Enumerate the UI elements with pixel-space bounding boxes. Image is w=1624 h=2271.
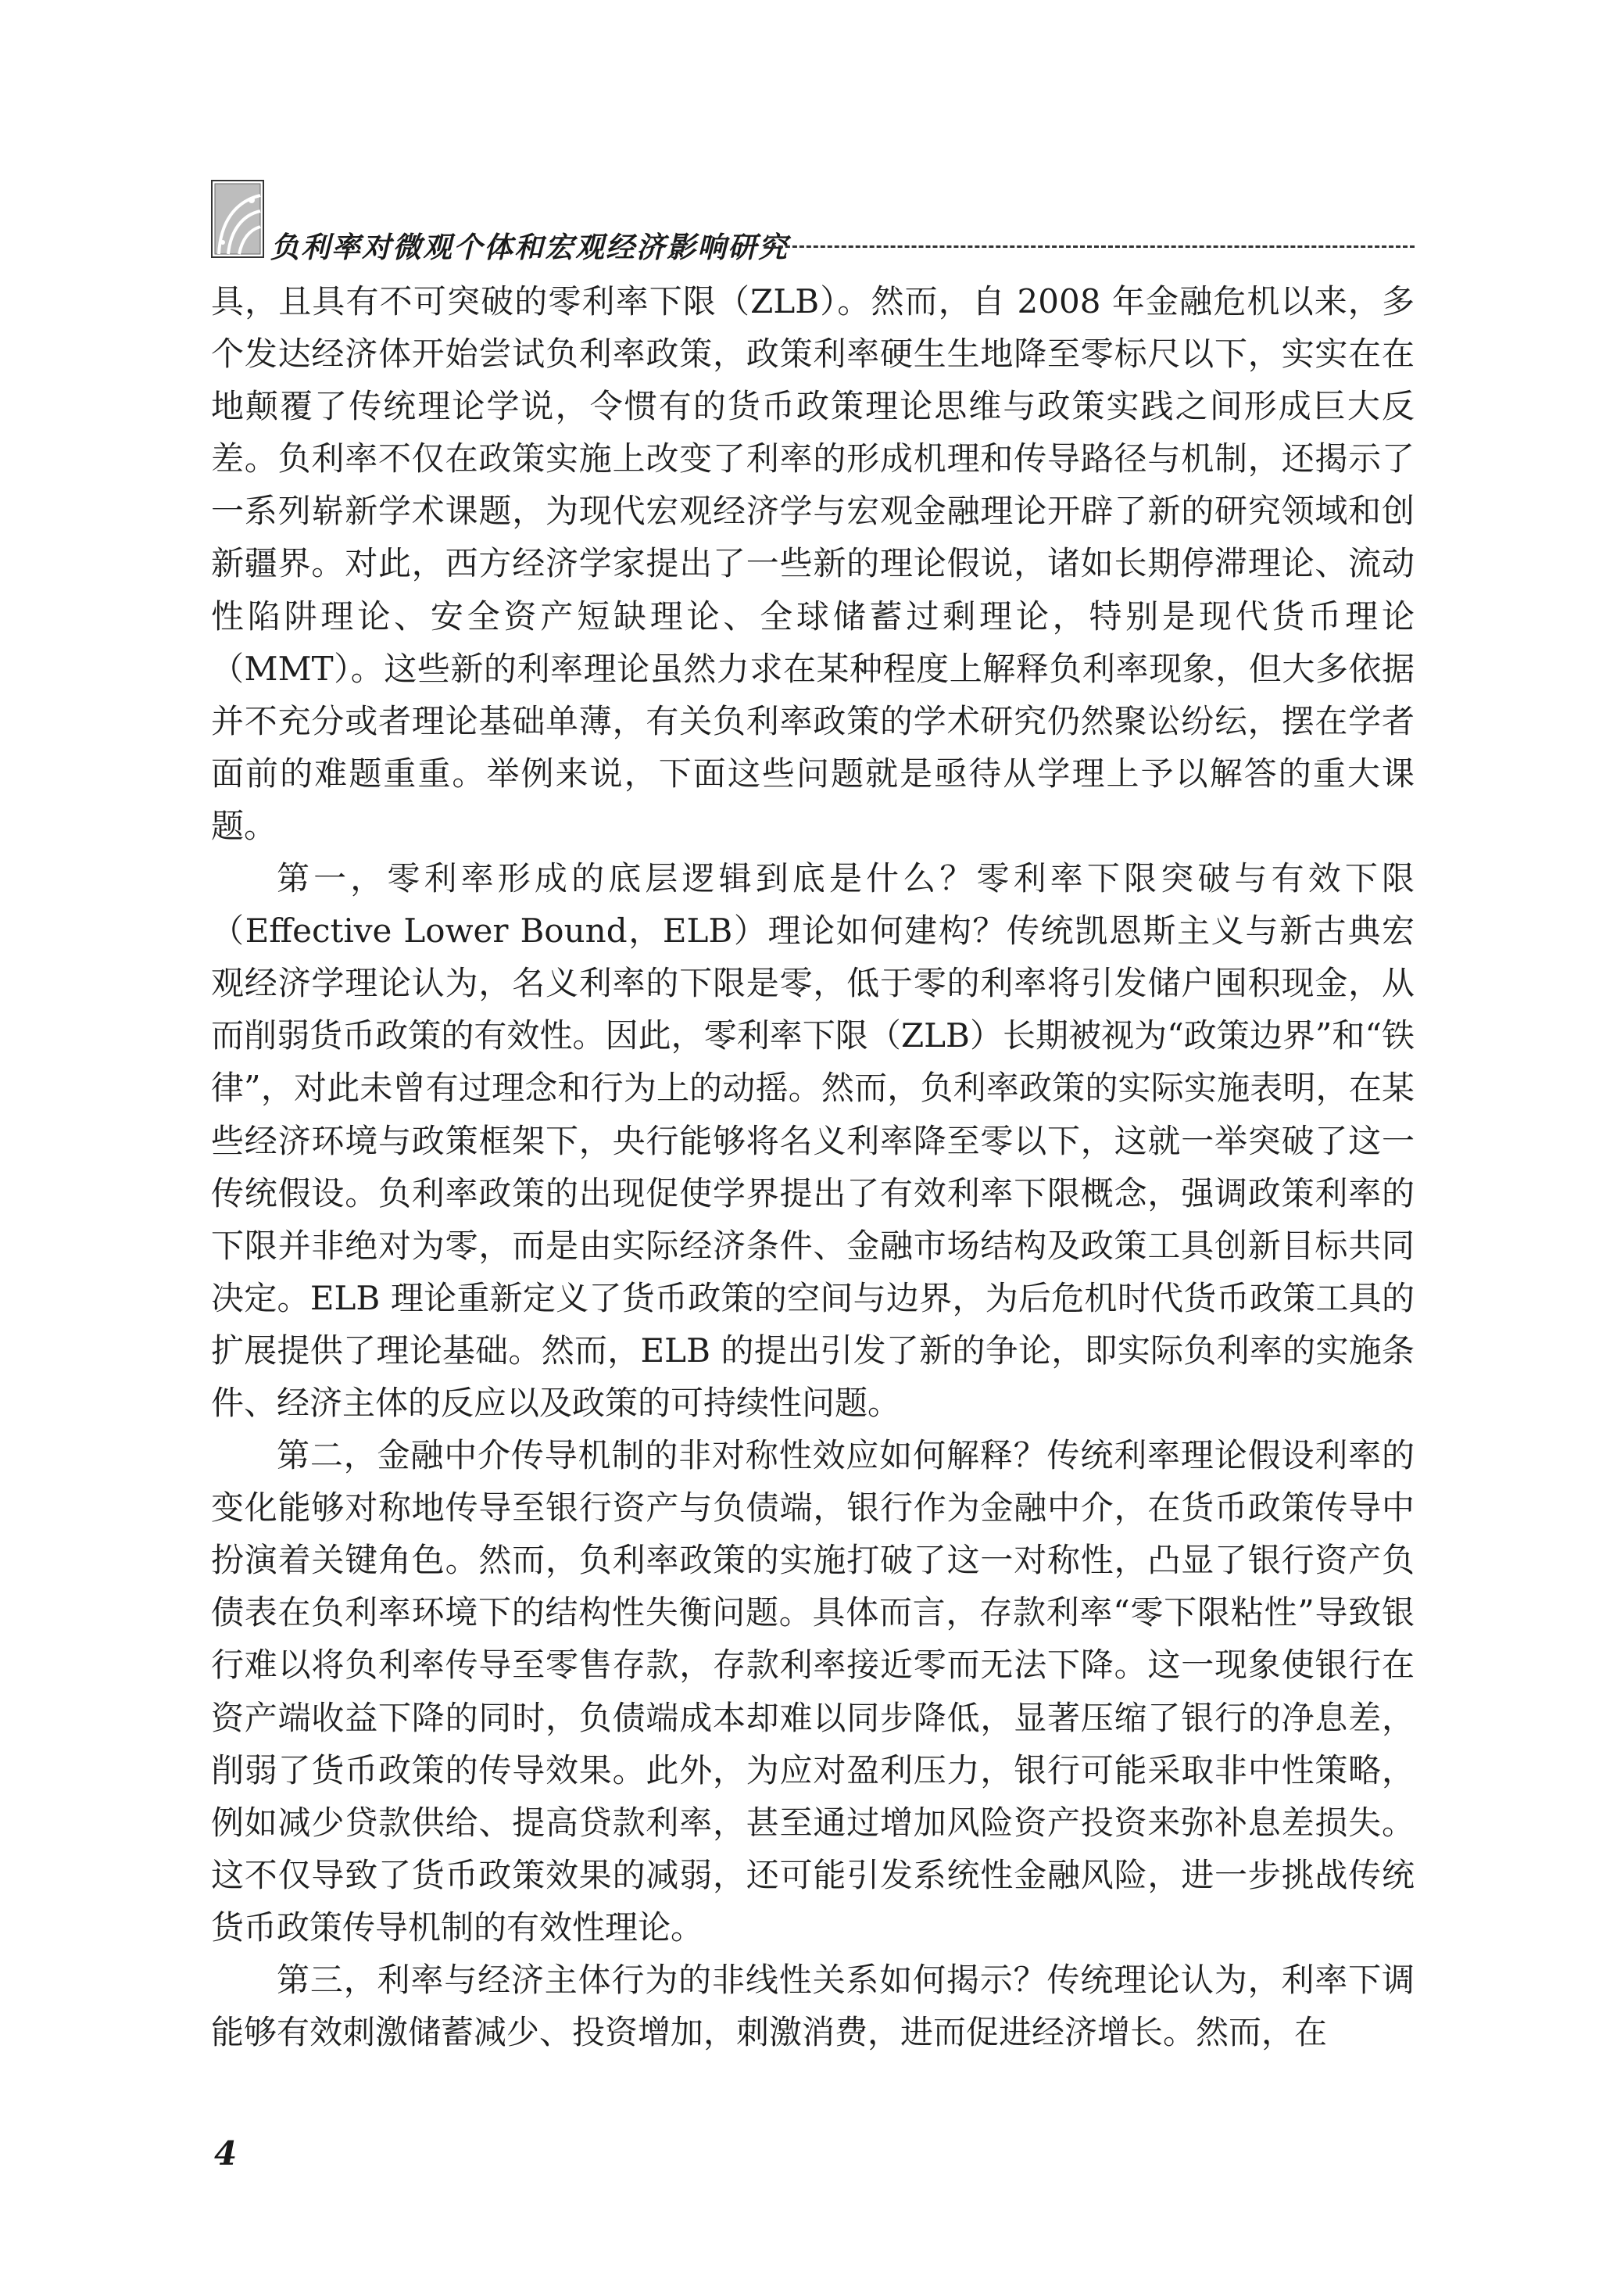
paragraph-continuation: 具，且具有不可突破的零利率下限（ZLB）。然而，自 2008 年金融危机以来，多个发达经济体开始尝试负利率政策，政策利率硬生生地降至零标尺以下，实实在在地颠覆了传统理论学说，令惯有的货币政策理论思维与政策实践之间形成巨大反差。负利率不仅在政策实施上改变了利率的形成机理和传导路径与机制，还揭示了一系列崭新学术课题，为现代宏观经济学与宏观金融理论开辟了新的研究领域和创新疆界。对此，西方经济学家提出了一些新的理论假说，诸如长期停滞理论、流动性陷阱理论、安全资产短缺理论、全球储蓄过剩理论，特别是现代货币理论（MMT）。这些新的利率理论虽然力求在某种程度上解释负利率现象，但大多依据并不充分或者理论基础单薄，有关负利率政策的学术研究仍然聚讼纷纭，摆在学者面前的难题重重。举例来说，下面这些问题就是亟待从学理上予以解答的重大课题。: [211, 282, 1415, 845]
page-number: 4: [214, 2134, 238, 2172]
running-header: [211, 180, 1415, 266]
swirl-logo-icon: [211, 180, 264, 258]
paragraph-second-question: 第二，金融中介传导机制的非对称性效应如何解释？传统利率理论假设利率的变化能够对称地传导至银行资产与负债端，银行作为金融中介，在货币政策传导中扮演着关键角色。然而，负利率政策的实施打破了这一对称性，凸显了银行资产负债表在负利率环境下的结构性失衡问题。具体而言，存款利率“零下限粘性”导致银行难以将负利率传导至零售存款，存款利率接近零而无法下降。这一现象使银行在资产端收益下降的同时，负债端成本却难以同步降低，显著压缩了银行的净息差，削弱了货币政策的传导效果。此外，为应对盈利压力，银行可能采取非中性策略，例如减少贷款供给、提高贷款利率，甚至通过增加风险资产投资来弥补息差损失。这不仅导致了货币政策效果的减弱，还可能引发系统性金融风险，进一步挑战传统货币政策传导机制的有效性理论。: [211, 1436, 1415, 1947]
header-dashed-rule: [764, 245, 1415, 248]
body-text: [211, 275, 1415, 2058]
paragraph-first-question: 第一，零利率形成的底层逻辑到底是什么？零利率下限突破与有效下限（Effective Lower Bound，ELB）理论如何建构？传统凯恩斯主义与新古典宏观经济学理论认为，名义利率的下限是零，低于零的利率将引发储户囤积现金，从而削弱货币政策的有效性。因此，零利率下限（ZLB）长期被视为“政策边界”和“铁律”，对此未曾有过理念和行为上的动摇。然而，负利率政策的实际实施表明，在某些经济环境与政策框架下，央行能够将名义利率降至零以下，这就一举突破了这一传统假设。负利率政策的出现促使学界提出了有效利率下限概念，强调政策利率的下限并非绝对为零，而是由实际经济条件、金融市场结构及政策工具创新目标共同决定。ELB 理论重新定义了货币政策的空间与边界，为后危机时代货币政策工具的扩展提供了理论基础。然而，ELB 的提出引发了新的争论，即实际负利率的实施条件、经济主体的反应以及政策的可持续性问题。: [211, 859, 1415, 1422]
running-title: 负利率对微观个体和宏观经济影响研究: [270, 230, 789, 264]
paragraph-third-question: 第三，利率与经济主体行为的非线性关系如何揭示？传统理论认为，利率下调能够有效刺激储蓄减少、投资增加，刺激消费，进而促进经济增长。然而，在: [211, 1961, 1415, 2052]
